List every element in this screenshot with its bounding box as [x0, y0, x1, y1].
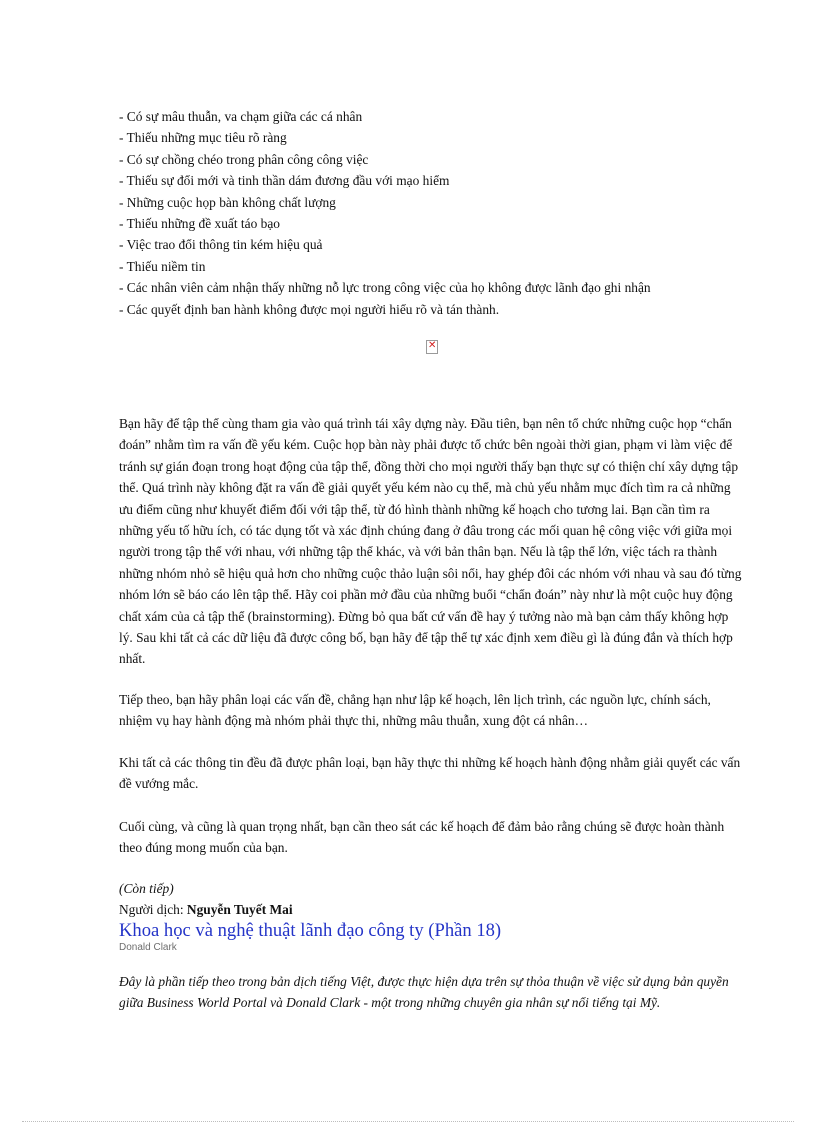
paragraph-follow-up: Cuối cùng, và cũng là quan trọng nhất, bạn cần theo sát các kế hoạch để đảm bảo rằng chúng sẽ được hoàn thành theo đúng mong muốn của bạn. — [119, 819, 725, 856]
broken-image-icon — [426, 340, 438, 354]
paragraph-classify: Tiếp theo, bạn hãy phân loại các vấn đề, chẳng hạn như lập kế hoạch, lên lịch trình, các nguồn lực, chính sách, nhiệm vụ hay hành động mà nhóm phải thực thi, những mâu thuẫn, xung đột cá nhân… — [119, 692, 711, 729]
list-item: - Thiếu những đề xuất táo bạo — [119, 216, 280, 232]
page-bottom-rule — [22, 1121, 794, 1122]
article-intro: Đây là phần tiếp theo trong bản dịch tiếng Việt, được thực hiện dựa trên sự thỏa thuận về việc sử dụng bản quyền giữa Business World Portal và Donald Clark - một trong những chuyên gia nhân sự nổi tiếng tại Mỹ. — [119, 974, 729, 1011]
list-item: - Các nhân viên cảm nhận thấy những nỗ lực trong công việc của họ không được lãnh đạo ghi nhận — [119, 280, 651, 296]
translator-label: Người dịch: — [119, 902, 187, 917]
paragraph-action-plan: Khi tất cả các thông tin đều đã được phân loại, bạn hãy thực thi những kế hoạch hành động nhằm giải quyết các vấn đề vướng mắc. — [119, 755, 741, 792]
problem-list — [119, 106, 759, 320]
list-item: - Việc trao đổi thông tin kém hiệu quả — [119, 237, 323, 253]
continued-label: (Còn tiếp) — [119, 881, 174, 896]
list-item: - Có sự chồng chéo trong phân công công việc — [119, 151, 369, 167]
list-item: - Thiếu sự đổi mới và tinh thần dám đương đầu với mạo hiểm — [119, 173, 450, 189]
list-item: - Thiếu niềm tin — [119, 258, 206, 274]
broken-image-x-mark: ✕ — [428, 340, 437, 351]
list-item: - Thiếu những mục tiêu rõ ràng — [119, 130, 287, 146]
article-title: Khoa học và nghệ thuật lãnh đạo công ty (Phần 18) — [119, 920, 502, 941]
author-name: Donald Clark — [119, 942, 177, 953]
paragraph-diagnosis: Bạn hãy để tập thể cùng tham gia vào quá trình tái xây dựng này. Đầu tiên, bạn nên tổ chức những cuộc họp “chẩn đoán” nhằm tìm ra vấn đề yếu kém. Cuộc họp bàn này phải được tổ chức bên ngoài thời gian, phạm vi làm việc để tránh sự gián đoạn trong hoạt động của tập thể, đồng thời cho mọi người thấy bạn thực sự có thiện chí xây dựng tập thể. Quá trình này không đặt ra vấn đề giải quyết yếu kém nào cụ thể, mà chủ yếu nhằm mục đích tìm ra cả những ưu điểm cũng như khuyết điểm đối với tập thể, từ đó hình thành những kế hoạch cho tương lai. Bạn cần tìm ra những yếu tố hữu ích, có tác dụng tốt và xác định chúng đang ở đâu trong các mối quan hệ công việc với giữa mọi người trong tập thể với nhau, với những tập thể khác, và với bản thân bạn. Nếu là tập thể lớn, việc tách ra thành những nhóm nhỏ sẽ hiệu quả hơn cho những cuộc thảo luận sôi nổi, hay ghép đôi các nhóm với nhau và sau đó từng nhóm lớn sẽ báo cáo lên tập thể. Hãy coi phần mở đầu của những buổi “chẩn đoán” này như là một cuộc huy động chất xám của cả tập thể (brainstorming). Đừng bỏ qua bất cứ vấn đề hay ý tưởng nào mà bạn cảm thấy không hợp lý. Sau khi tất cả các dữ liệu đã được công bố, bạn hãy để tập thể tự xác định xem điều gì là đúng đắn và thích hợp nhất. — [119, 416, 742, 667]
list-item: - Các quyết định ban hành không được mọi người hiểu rõ và tán thành. — [119, 301, 500, 317]
translator-line — [119, 899, 293, 920]
list-item: - Những cuộc họp bàn không chất lượng — [119, 194, 336, 210]
translator-name: Nguyễn Tuyết Mai — [186, 902, 293, 917]
list-item: - Có sự mâu thuẫn, va chạm giữa các cá nhân — [119, 109, 363, 124]
